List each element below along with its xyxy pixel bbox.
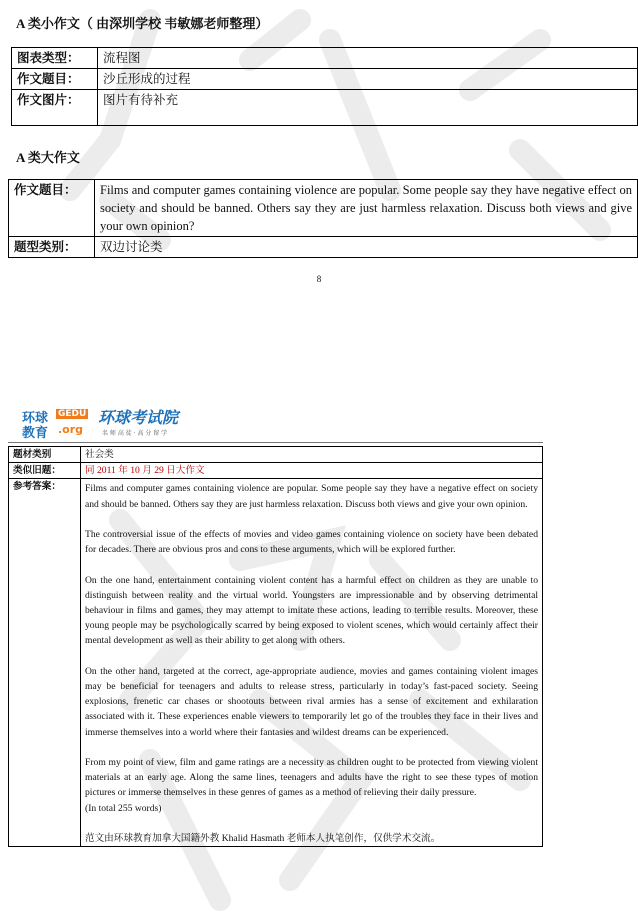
topic-value: 社会类 — [81, 447, 543, 463]
table-row — [12, 69, 638, 90]
small-essay-table — [11, 47, 638, 126]
logo-gedu: GEDU — [58, 409, 87, 419]
logo-school: 环球考试院 — [98, 408, 179, 427]
answer-label: 参考答案： — [9, 479, 81, 847]
word-count: (In total 255 words) — [85, 802, 162, 814]
table-row — [9, 463, 543, 479]
essay-image-value: 图片有待补充 — [98, 90, 638, 126]
answer-paragraph: On the other hand, targeted at the correct, age-appropriate audience, movies and games containing violent images may be beneficial for teenagers and adults to release stress, particularly in today’s fast-paced society. Seeing explosions, frenetic car chases or shootouts between rival armies has a sense of excitement and exhilaration associated with it. These experiences enable viewers to temporarily let go of the troubles they face in their lives and immerse themselves into a world where their fantasies and wildest dreams can be experienced. — [85, 665, 538, 738]
table-row — [12, 90, 638, 126]
section-a-small-heading: A 类小作文（ 由深圳学校 韦敏娜老师整理） — [16, 16, 269, 31]
topic-label: 题材类别 — [9, 447, 81, 463]
answer-body — [81, 479, 543, 847]
answer-paragraph: The controversial issue of the effects of movies and video games containing violence on society have been debated for decades. There are obvious pros and cons to these arguments, which will be explored further. — [85, 529, 538, 556]
answer-paragraph: Films and computer games containing violence are popular. Some people say they have a negative effect on society and should be banned. Others say they are just harmless relaxation. Discuss both views and give your own opinion. — [85, 483, 538, 510]
table-row — [9, 479, 543, 847]
logo-tagline: 名 师 高 徒 · 高 分 留 学 — [102, 430, 168, 437]
essay-title-label: 作文题目： — [12, 69, 98, 90]
answer-conclusion: From my point of view, film and game ratings are a necessity as children ought to be protected from viewing violent materials at an early age. Along the same lines, teenagers and adults have the right to see these types of motion pictures or immerse themselves in these genres of games as a method of relieving their daily pressure. — [85, 757, 538, 799]
essay-topic-value: Films and computer games containing violence are popular. Some people say they have negative effect on society and should be banned. Others say they are just harmless relaxation. Discuss both views and give your own opinion? — [95, 180, 638, 237]
question-type-value: 双边讨论类 — [95, 237, 638, 258]
chart-type-label: 图表类型： — [12, 48, 98, 69]
logo-cn-top: 环球 — [22, 411, 49, 426]
table-row — [9, 447, 543, 463]
page-number: 8 — [316, 274, 322, 284]
table-row — [9, 237, 638, 258]
chart-type-value: 流程图 — [98, 48, 638, 69]
answer-paragraph: On the one hand, entertainment containing violent content has a harmful effect on children as they are unable to distinguish between reality and the virtual world. Youngsters are impressionable and by observing detrimental behaviour in films and games, they may attempt to imitate these actions, leading to terrible results. Moreover, these young people may be psychologically scarred by being exposed to violent scenes, which would certainly affect their mental development as well as their ability to get along with others. — [85, 574, 538, 647]
gedu-logo — [22, 407, 204, 439]
table-row — [12, 48, 638, 69]
credit-note: 范文由环球教育加拿大国籍外教 Khalid Hasmath 老师本人执笔创作，仅供学术交流。 — [85, 833, 441, 844]
essay-title-value: 沙丘形成的过程 — [98, 69, 638, 90]
table-row — [9, 180, 638, 237]
header-divider — [8, 442, 543, 443]
essay-image-label: 作文图片： — [12, 90, 98, 126]
similar-label: 类似旧题： — [9, 463, 81, 479]
large-essay-table — [8, 179, 638, 258]
essay-topic-label: 作文题目： — [9, 180, 95, 237]
logo-cn-bottom: 教育 — [22, 426, 49, 441]
question-type-label: 题型类别： — [9, 237, 95, 258]
detail-table — [8, 446, 543, 847]
logo-org: .org — [58, 423, 84, 436]
section-a-large-heading: A 类大作文 — [16, 150, 80, 165]
similar-value: 同 2011 年 10 月 29 日大作文 — [81, 463, 543, 479]
